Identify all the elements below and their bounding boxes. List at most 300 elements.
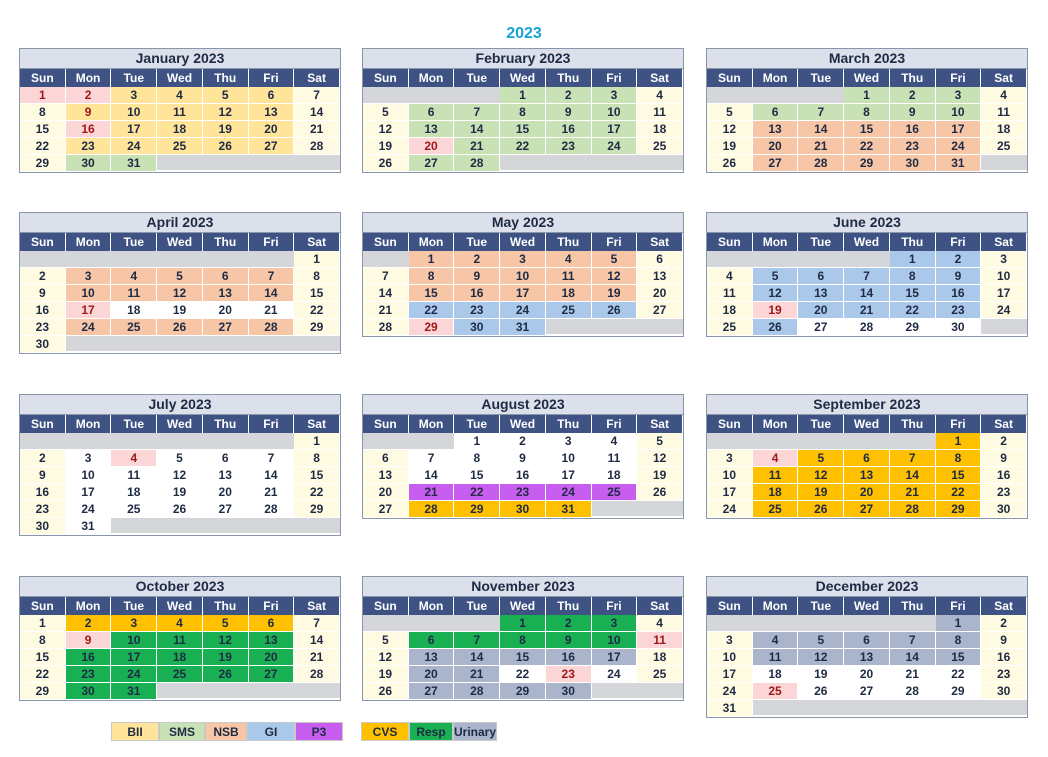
day-cell[interactable]: 17	[592, 121, 638, 138]
day-cell[interactable]: 23	[66, 666, 112, 683]
day-cell[interactable]: 28	[844, 319, 890, 336]
day-cell[interactable]: 20	[409, 138, 455, 155]
day-cell[interactable]: 5	[363, 632, 409, 649]
day-cell[interactable]: 28	[294, 666, 340, 683]
day-cell[interactable]: 10	[111, 632, 157, 649]
day-cell[interactable]: 4	[592, 433, 638, 450]
day-cell[interactable]: 11	[637, 104, 683, 121]
day-cell[interactable]: 14	[890, 467, 936, 484]
day-cell[interactable]: 16	[546, 121, 592, 138]
day-cell[interactable]: 13	[844, 467, 890, 484]
day-cell[interactable]: 13	[753, 121, 799, 138]
day-cell[interactable]: 12	[798, 649, 844, 666]
day-cell[interactable]: 4	[753, 450, 799, 467]
day-cell[interactable]: 22	[294, 302, 340, 319]
day-cell[interactable]: 14	[294, 104, 340, 121]
day-cell[interactable]: 17	[111, 121, 157, 138]
day-cell[interactable]: 13	[409, 649, 455, 666]
day-cell[interactable]: 3	[707, 632, 753, 649]
day-cell[interactable]: 31	[707, 700, 753, 717]
day-cell[interactable]: 2	[981, 615, 1027, 632]
day-cell[interactable]: 25	[637, 666, 683, 683]
day-cell[interactable]: 10	[707, 467, 753, 484]
day-cell[interactable]: 12	[203, 632, 249, 649]
day-cell[interactable]: 16	[981, 649, 1027, 666]
day-cell[interactable]: 3	[592, 87, 638, 104]
day-cell[interactable]: 11	[707, 285, 753, 302]
day-cell[interactable]: 18	[157, 121, 203, 138]
day-cell[interactable]: 23	[500, 484, 546, 501]
day-cell[interactable]: 24	[546, 484, 592, 501]
day-cell[interactable]: 14	[454, 121, 500, 138]
day-cell[interactable]: 12	[753, 285, 799, 302]
day-cell[interactable]: 19	[798, 666, 844, 683]
day-cell[interactable]: 30	[546, 683, 592, 700]
day-cell[interactable]: 10	[592, 632, 638, 649]
day-cell[interactable]: 24	[936, 138, 982, 155]
day-cell[interactable]: 8	[20, 632, 66, 649]
day-cell[interactable]: 10	[707, 649, 753, 666]
day-cell[interactable]: 22	[500, 666, 546, 683]
day-cell[interactable]: 21	[249, 302, 295, 319]
day-cell[interactable]: 12	[592, 268, 638, 285]
day-cell[interactable]: 9	[981, 450, 1027, 467]
day-cell[interactable]: 23	[981, 484, 1027, 501]
day-cell[interactable]: 13	[798, 285, 844, 302]
day-cell[interactable]: 30	[20, 336, 66, 353]
day-cell[interactable]: 7	[454, 632, 500, 649]
day-cell[interactable]: 10	[111, 104, 157, 121]
day-cell[interactable]: 14	[844, 285, 890, 302]
day-cell[interactable]: 19	[203, 649, 249, 666]
day-cell[interactable]: 27	[798, 319, 844, 336]
day-cell[interactable]: 21	[249, 484, 295, 501]
day-cell[interactable]: 14	[409, 467, 455, 484]
day-cell[interactable]: 19	[592, 285, 638, 302]
day-cell[interactable]: 20	[844, 666, 890, 683]
day-cell[interactable]: 24	[707, 501, 753, 518]
day-cell[interactable]: 8	[454, 450, 500, 467]
day-cell[interactable]: 1	[890, 251, 936, 268]
day-cell[interactable]: 27	[249, 138, 295, 155]
day-cell[interactable]: 10	[546, 450, 592, 467]
day-cell[interactable]: 22	[890, 302, 936, 319]
day-cell[interactable]: 5	[363, 104, 409, 121]
day-cell[interactable]: 13	[637, 268, 683, 285]
day-cell[interactable]: 19	[637, 467, 683, 484]
day-cell[interactable]: 15	[20, 649, 66, 666]
day-cell[interactable]: 24	[592, 138, 638, 155]
day-cell[interactable]: 3	[546, 433, 592, 450]
day-cell[interactable]: 18	[753, 666, 799, 683]
day-cell[interactable]: 1	[409, 251, 455, 268]
day-cell[interactable]: 25	[592, 484, 638, 501]
day-cell[interactable]: 19	[753, 302, 799, 319]
day-cell[interactable]: 28	[294, 138, 340, 155]
day-cell[interactable]: 6	[249, 87, 295, 104]
day-cell[interactable]: 2	[546, 87, 592, 104]
day-cell[interactable]: 7	[890, 450, 936, 467]
day-cell[interactable]: 19	[157, 302, 203, 319]
day-cell[interactable]: 29	[936, 683, 982, 700]
day-cell[interactable]: 9	[890, 104, 936, 121]
day-cell[interactable]: 28	[454, 155, 500, 172]
day-cell[interactable]: 5	[157, 450, 203, 467]
day-cell[interactable]: 18	[592, 467, 638, 484]
day-cell[interactable]: 27	[363, 501, 409, 518]
day-cell[interactable]: 28	[890, 501, 936, 518]
day-cell[interactable]: 21	[363, 302, 409, 319]
day-cell[interactable]: 6	[637, 251, 683, 268]
day-cell[interactable]: 24	[66, 319, 112, 336]
day-cell[interactable]: 24	[66, 501, 112, 518]
day-cell[interactable]: 22	[294, 484, 340, 501]
day-cell[interactable]: 20	[753, 138, 799, 155]
day-cell[interactable]: 27	[409, 683, 455, 700]
day-cell[interactable]: 15	[844, 121, 890, 138]
day-cell[interactable]: 10	[66, 467, 112, 484]
day-cell[interactable]: 28	[890, 683, 936, 700]
day-cell[interactable]: 8	[294, 268, 340, 285]
day-cell[interactable]: 19	[363, 138, 409, 155]
day-cell[interactable]: 14	[363, 285, 409, 302]
day-cell[interactable]: 11	[981, 104, 1027, 121]
day-cell[interactable]: 6	[409, 104, 455, 121]
day-cell[interactable]: 2	[66, 615, 112, 632]
day-cell[interactable]: 17	[111, 649, 157, 666]
day-cell[interactable]: 29	[936, 501, 982, 518]
day-cell[interactable]: 9	[66, 632, 112, 649]
day-cell[interactable]: 13	[203, 467, 249, 484]
day-cell[interactable]: 4	[637, 615, 683, 632]
day-cell[interactable]: 22	[454, 484, 500, 501]
day-cell[interactable]: 18	[707, 302, 753, 319]
day-cell[interactable]: 7	[249, 450, 295, 467]
day-cell[interactable]: 4	[111, 450, 157, 467]
day-cell[interactable]: 8	[890, 268, 936, 285]
day-cell[interactable]: 4	[707, 268, 753, 285]
day-cell[interactable]: 23	[546, 138, 592, 155]
day-cell[interactable]: 26	[798, 683, 844, 700]
day-cell[interactable]: 21	[844, 302, 890, 319]
day-cell[interactable]: 27	[203, 319, 249, 336]
day-cell[interactable]: 21	[890, 484, 936, 501]
day-cell[interactable]: 2	[890, 87, 936, 104]
day-cell[interactable]: 15	[454, 467, 500, 484]
day-cell[interactable]: 2	[66, 87, 112, 104]
day-cell[interactable]: 24	[111, 138, 157, 155]
day-cell[interactable]: 8	[936, 450, 982, 467]
day-cell[interactable]: 30	[66, 683, 112, 700]
day-cell[interactable]: 21	[294, 649, 340, 666]
day-cell[interactable]: 13	[844, 649, 890, 666]
day-cell[interactable]: 16	[890, 121, 936, 138]
day-cell[interactable]: 4	[981, 87, 1027, 104]
day-cell[interactable]: 28	[454, 683, 500, 700]
day-cell[interactable]: 7	[249, 268, 295, 285]
day-cell[interactable]: 1	[500, 615, 546, 632]
day-cell[interactable]: 13	[409, 121, 455, 138]
day-cell[interactable]: 15	[409, 285, 455, 302]
day-cell[interactable]: 25	[707, 319, 753, 336]
day-cell[interactable]: 3	[936, 87, 982, 104]
day-cell[interactable]: 22	[936, 666, 982, 683]
day-cell[interactable]: 2	[454, 251, 500, 268]
day-cell[interactable]: 2	[20, 268, 66, 285]
day-cell[interactable]: 8	[409, 268, 455, 285]
day-cell[interactable]: 12	[203, 104, 249, 121]
day-cell[interactable]: 18	[546, 285, 592, 302]
day-cell[interactable]: 11	[592, 450, 638, 467]
day-cell[interactable]: 5	[798, 450, 844, 467]
day-cell[interactable]: 3	[500, 251, 546, 268]
day-cell[interactable]: 25	[753, 501, 799, 518]
day-cell[interactable]: 3	[981, 251, 1027, 268]
day-cell[interactable]: 10	[936, 104, 982, 121]
day-cell[interactable]: 31	[111, 155, 157, 172]
day-cell[interactable]: 30	[454, 319, 500, 336]
day-cell[interactable]: 19	[798, 484, 844, 501]
day-cell[interactable]: 20	[798, 302, 844, 319]
day-cell[interactable]: 21	[890, 666, 936, 683]
day-cell[interactable]: 17	[66, 484, 112, 501]
day-cell[interactable]: 29	[890, 319, 936, 336]
day-cell[interactable]: 4	[157, 615, 203, 632]
day-cell[interactable]: 23	[890, 138, 936, 155]
day-cell[interactable]: 6	[409, 632, 455, 649]
day-cell[interactable]: 10	[981, 268, 1027, 285]
day-cell[interactable]: 7	[798, 104, 844, 121]
day-cell[interactable]: 6	[798, 268, 844, 285]
day-cell[interactable]: 18	[637, 649, 683, 666]
day-cell[interactable]: 21	[454, 138, 500, 155]
day-cell[interactable]: 10	[500, 268, 546, 285]
day-cell[interactable]: 15	[936, 649, 982, 666]
day-cell[interactable]: 1	[500, 87, 546, 104]
day-cell[interactable]: 1	[454, 433, 500, 450]
day-cell[interactable]: 17	[592, 649, 638, 666]
day-cell[interactable]: 12	[798, 467, 844, 484]
day-cell[interactable]: 15	[890, 285, 936, 302]
day-cell[interactable]: 25	[111, 501, 157, 518]
day-cell[interactable]: 26	[203, 138, 249, 155]
day-cell[interactable]: 20	[203, 484, 249, 501]
day-cell[interactable]: 10	[592, 104, 638, 121]
day-cell[interactable]: 15	[500, 649, 546, 666]
day-cell[interactable]: 5	[157, 268, 203, 285]
day-cell[interactable]: 26	[753, 319, 799, 336]
day-cell[interactable]: 11	[753, 649, 799, 666]
day-cell[interactable]: 16	[546, 649, 592, 666]
day-cell[interactable]: 29	[844, 155, 890, 172]
day-cell[interactable]: 6	[844, 632, 890, 649]
day-cell[interactable]: 28	[363, 319, 409, 336]
day-cell[interactable]: 26	[157, 501, 203, 518]
day-cell[interactable]: 25	[637, 138, 683, 155]
day-cell[interactable]: 17	[707, 666, 753, 683]
day-cell[interactable]: 30	[890, 155, 936, 172]
day-cell[interactable]: 21	[294, 121, 340, 138]
day-cell[interactable]: 27	[753, 155, 799, 172]
day-cell[interactable]: 20	[203, 302, 249, 319]
day-cell[interactable]: 27	[409, 155, 455, 172]
day-cell[interactable]: 15	[500, 121, 546, 138]
day-cell[interactable]: 9	[66, 104, 112, 121]
day-cell[interactable]: 17	[981, 285, 1027, 302]
day-cell[interactable]: 25	[753, 683, 799, 700]
day-cell[interactable]: 9	[500, 450, 546, 467]
day-cell[interactable]: 15	[294, 467, 340, 484]
day-cell[interactable]: 9	[20, 285, 66, 302]
day-cell[interactable]: 29	[20, 683, 66, 700]
day-cell[interactable]: 19	[363, 666, 409, 683]
day-cell[interactable]: 7	[409, 450, 455, 467]
day-cell[interactable]: 16	[66, 121, 112, 138]
day-cell[interactable]: 22	[20, 666, 66, 683]
day-cell[interactable]: 7	[454, 104, 500, 121]
day-cell[interactable]: 31	[500, 319, 546, 336]
day-cell[interactable]: 30	[20, 518, 66, 535]
day-cell[interactable]: 19	[157, 484, 203, 501]
day-cell[interactable]: 2	[936, 251, 982, 268]
day-cell[interactable]: 2	[546, 615, 592, 632]
day-cell[interactable]: 29	[500, 683, 546, 700]
day-cell[interactable]: 26	[798, 501, 844, 518]
day-cell[interactable]: 11	[546, 268, 592, 285]
day-cell[interactable]: 26	[707, 155, 753, 172]
day-cell[interactable]: 24	[981, 302, 1027, 319]
day-cell[interactable]: 25	[111, 319, 157, 336]
day-cell[interactable]: 27	[249, 666, 295, 683]
day-cell[interactable]: 11	[157, 632, 203, 649]
day-cell[interactable]: 17	[500, 285, 546, 302]
day-cell[interactable]: 20	[249, 649, 295, 666]
day-cell[interactable]: 2	[981, 433, 1027, 450]
day-cell[interactable]: 26	[637, 484, 683, 501]
day-cell[interactable]: 25	[157, 138, 203, 155]
day-cell[interactable]: 20	[363, 484, 409, 501]
day-cell[interactable]: 6	[249, 615, 295, 632]
day-cell[interactable]: 26	[592, 302, 638, 319]
day-cell[interactable]: 7	[844, 268, 890, 285]
day-cell[interactable]: 31	[546, 501, 592, 518]
day-cell[interactable]: 12	[363, 649, 409, 666]
day-cell[interactable]: 11	[111, 285, 157, 302]
day-cell[interactable]: 25	[157, 666, 203, 683]
day-cell[interactable]: 9	[20, 467, 66, 484]
day-cell[interactable]: 9	[981, 632, 1027, 649]
day-cell[interactable]: 27	[844, 501, 890, 518]
day-cell[interactable]: 18	[111, 302, 157, 319]
day-cell[interactable]: 14	[249, 285, 295, 302]
day-cell[interactable]: 1	[936, 433, 982, 450]
day-cell[interactable]: 14	[294, 632, 340, 649]
day-cell[interactable]: 20	[844, 484, 890, 501]
day-cell[interactable]: 30	[500, 501, 546, 518]
day-cell[interactable]: 17	[936, 121, 982, 138]
day-cell[interactable]: 8	[500, 104, 546, 121]
day-cell[interactable]: 4	[637, 87, 683, 104]
day-cell[interactable]: 23	[20, 319, 66, 336]
day-cell[interactable]: 10	[66, 285, 112, 302]
day-cell[interactable]: 24	[111, 666, 157, 683]
day-cell[interactable]: 16	[454, 285, 500, 302]
day-cell[interactable]: 17	[66, 302, 112, 319]
day-cell[interactable]: 23	[546, 666, 592, 683]
day-cell[interactable]: 12	[707, 121, 753, 138]
day-cell[interactable]: 22	[936, 484, 982, 501]
day-cell[interactable]: 18	[753, 484, 799, 501]
day-cell[interactable]: 16	[20, 302, 66, 319]
day-cell[interactable]: 30	[981, 501, 1027, 518]
day-cell[interactable]: 11	[753, 467, 799, 484]
day-cell[interactable]: 7	[890, 632, 936, 649]
day-cell[interactable]: 4	[111, 268, 157, 285]
day-cell[interactable]: 5	[203, 615, 249, 632]
day-cell[interactable]: 17	[707, 484, 753, 501]
day-cell[interactable]: 8	[936, 632, 982, 649]
day-cell[interactable]: 1	[844, 87, 890, 104]
day-cell[interactable]: 24	[707, 683, 753, 700]
day-cell[interactable]: 17	[546, 467, 592, 484]
day-cell[interactable]: 2	[500, 433, 546, 450]
day-cell[interactable]: 21	[454, 666, 500, 683]
day-cell[interactable]: 27	[637, 302, 683, 319]
day-cell[interactable]: 2	[20, 450, 66, 467]
day-cell[interactable]: 11	[157, 104, 203, 121]
day-cell[interactable]: 12	[157, 467, 203, 484]
day-cell[interactable]: 19	[203, 121, 249, 138]
day-cell[interactable]: 28	[249, 501, 295, 518]
day-cell[interactable]: 6	[203, 268, 249, 285]
day-cell[interactable]: 23	[981, 666, 1027, 683]
day-cell[interactable]: 3	[592, 615, 638, 632]
day-cell[interactable]: 23	[454, 302, 500, 319]
day-cell[interactable]: 20	[409, 666, 455, 683]
day-cell[interactable]: 15	[294, 285, 340, 302]
day-cell[interactable]: 15	[20, 121, 66, 138]
day-cell[interactable]: 4	[157, 87, 203, 104]
day-cell[interactable]: 29	[294, 501, 340, 518]
day-cell[interactable]: 20	[637, 285, 683, 302]
day-cell[interactable]: 21	[409, 484, 455, 501]
day-cell[interactable]: 1	[294, 251, 340, 268]
day-cell[interactable]: 23	[66, 138, 112, 155]
day-cell[interactable]: 29	[409, 319, 455, 336]
day-cell[interactable]: 29	[20, 155, 66, 172]
day-cell[interactable]: 29	[454, 501, 500, 518]
day-cell[interactable]: 16	[66, 649, 112, 666]
day-cell[interactable]: 1	[20, 615, 66, 632]
day-cell[interactable]: 5	[203, 87, 249, 104]
day-cell[interactable]: 9	[454, 268, 500, 285]
day-cell[interactable]: 12	[637, 450, 683, 467]
day-cell[interactable]: 9	[546, 632, 592, 649]
day-cell[interactable]: 31	[936, 155, 982, 172]
day-cell[interactable]: 29	[294, 319, 340, 336]
day-cell[interactable]: 28	[798, 155, 844, 172]
day-cell[interactable]: 20	[249, 121, 295, 138]
day-cell[interactable]: 23	[20, 501, 66, 518]
day-cell[interactable]: 5	[753, 268, 799, 285]
day-cell[interactable]: 24	[592, 666, 638, 683]
day-cell[interactable]: 11	[111, 467, 157, 484]
day-cell[interactable]: 6	[363, 450, 409, 467]
day-cell[interactable]: 16	[936, 285, 982, 302]
day-cell[interactable]: 19	[707, 138, 753, 155]
day-cell[interactable]: 6	[844, 450, 890, 467]
day-cell[interactable]: 26	[363, 683, 409, 700]
